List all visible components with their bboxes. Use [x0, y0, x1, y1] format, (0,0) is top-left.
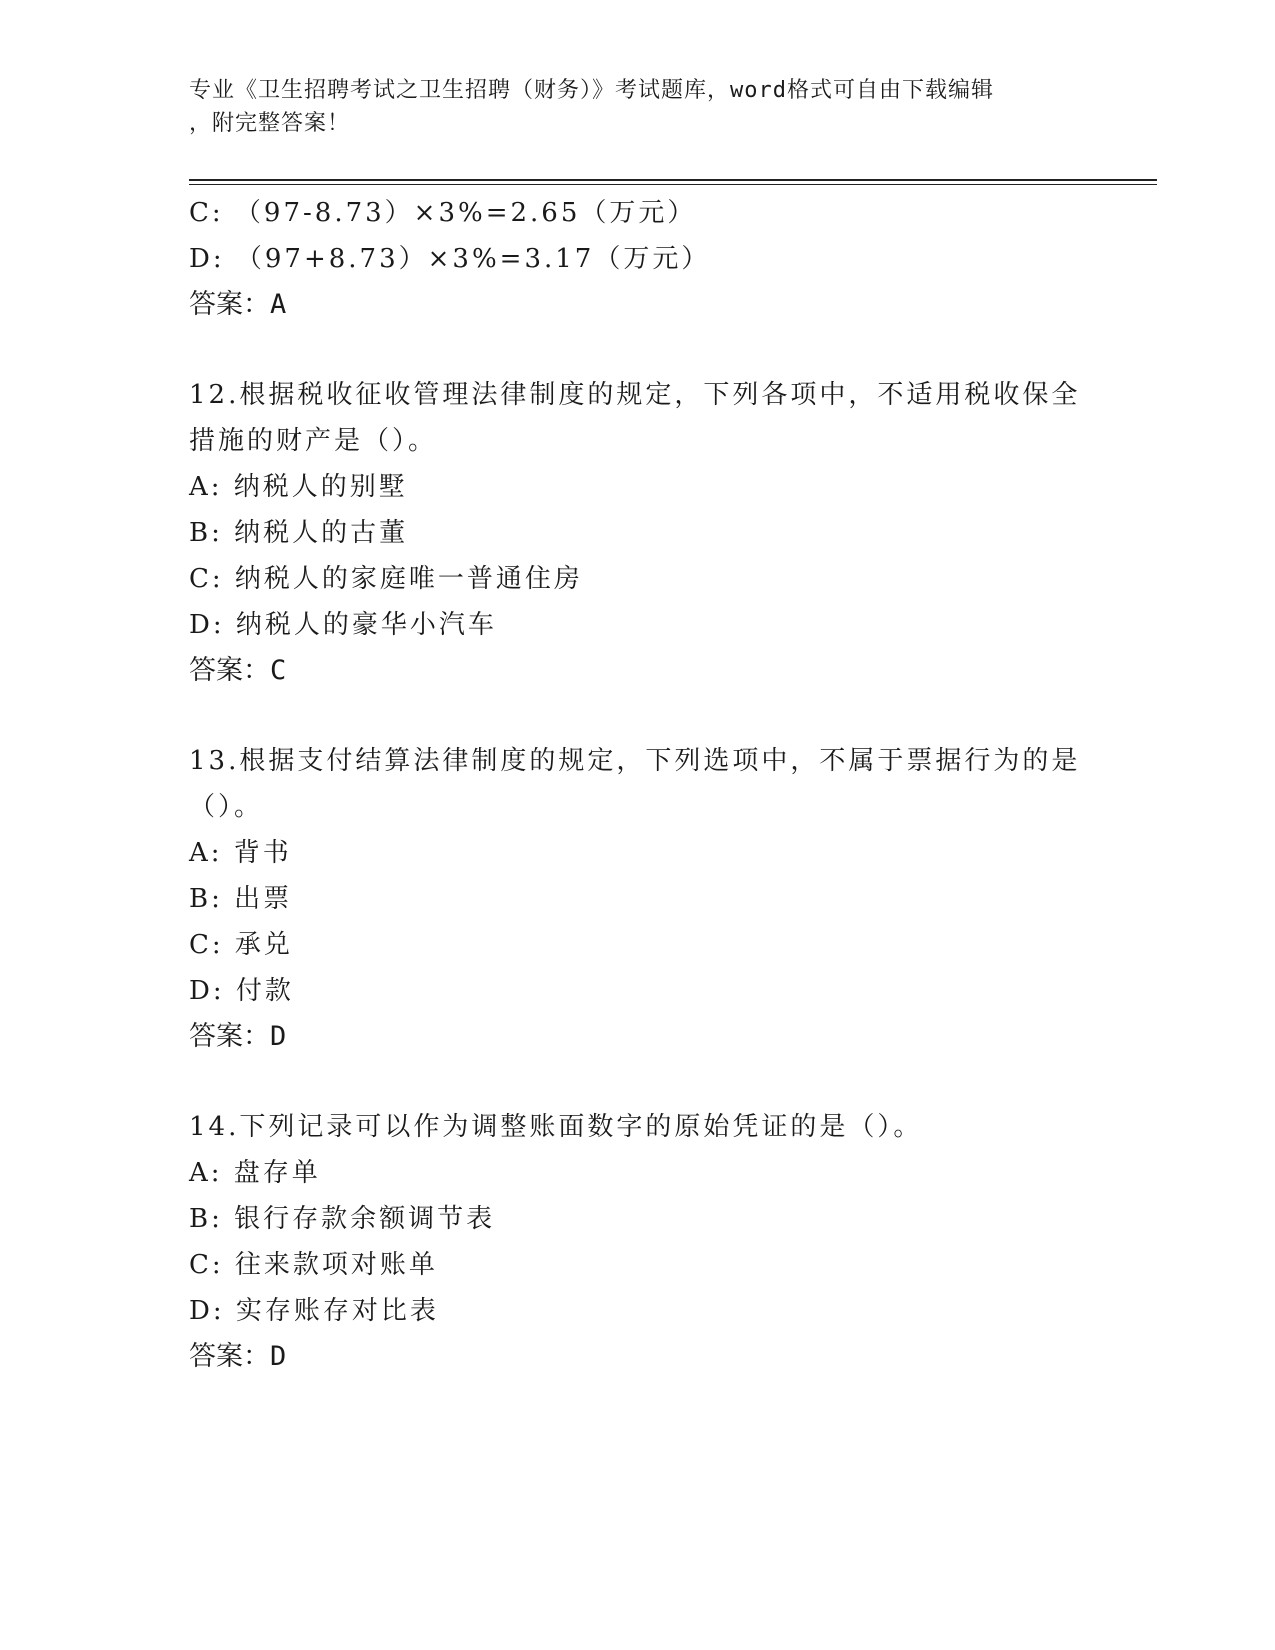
- question-text-line: 措施的财产是（）。: [189, 426, 438, 456]
- header-rule-thick: [189, 179, 1157, 181]
- answer-line: 答案：D: [189, 1341, 287, 1372]
- answer-line: 答案：D: [189, 1021, 287, 1052]
- option-b: B: 纳税人的古董: [189, 518, 409, 548]
- option-d: D: 纳税人的豪华小汽车: [189, 610, 497, 640]
- option-c: C: 承兑: [189, 930, 293, 960]
- option-d: D: 实存账存对比表: [189, 1296, 439, 1326]
- option-c: C: 纳税人的家庭唯一普通住房: [189, 564, 583, 594]
- question-text-line: 12.根据税收征收管理法律制度的规定，下列各项中，不适用税收保全: [189, 380, 1081, 410]
- page-header: [189, 74, 1069, 140]
- option-b: B: 出票: [189, 884, 293, 914]
- header-line-1: 专业《卫生招聘考试之卫生招聘（财务）》考试题库，word格式可自由下载编辑: [189, 78, 994, 103]
- question-list: [189, 190, 1089, 1380]
- option-a: A: 背书: [189, 838, 292, 868]
- option-a: A: 盘存单: [189, 1158, 321, 1188]
- header-line-2: ，附完整答案！: [189, 111, 351, 136]
- option-a: A: 纳税人的别墅: [189, 472, 408, 502]
- question-text-line: 13.根据支付结算法律制度的规定，下列选项中，不属于票据行为的是: [189, 746, 1081, 776]
- option-c: C: （97-8.73）×3%=2.65（万元）: [189, 198, 697, 228]
- question-11-continued: [189, 190, 1089, 328]
- option-d: D: 付款: [189, 976, 294, 1006]
- option-c: C: 往来款项对账单: [189, 1250, 438, 1280]
- question-text-line: （）。: [189, 792, 264, 822]
- header-rule-thin: [189, 184, 1157, 185]
- answer-line: 答案：A: [189, 289, 287, 320]
- option-b: B: 银行存款余额调节表: [189, 1204, 496, 1234]
- option-d: D: （97+8.73）×3%=3.17（万元）: [189, 244, 711, 274]
- question-13: [189, 738, 1089, 1060]
- question-text-line: 14.下列记录可以作为调整账面数字的原始凭证的是（）。: [189, 1112, 923, 1142]
- question-12: [189, 372, 1089, 694]
- question-14: [189, 1104, 1089, 1380]
- answer-line: 答案：C: [189, 655, 287, 686]
